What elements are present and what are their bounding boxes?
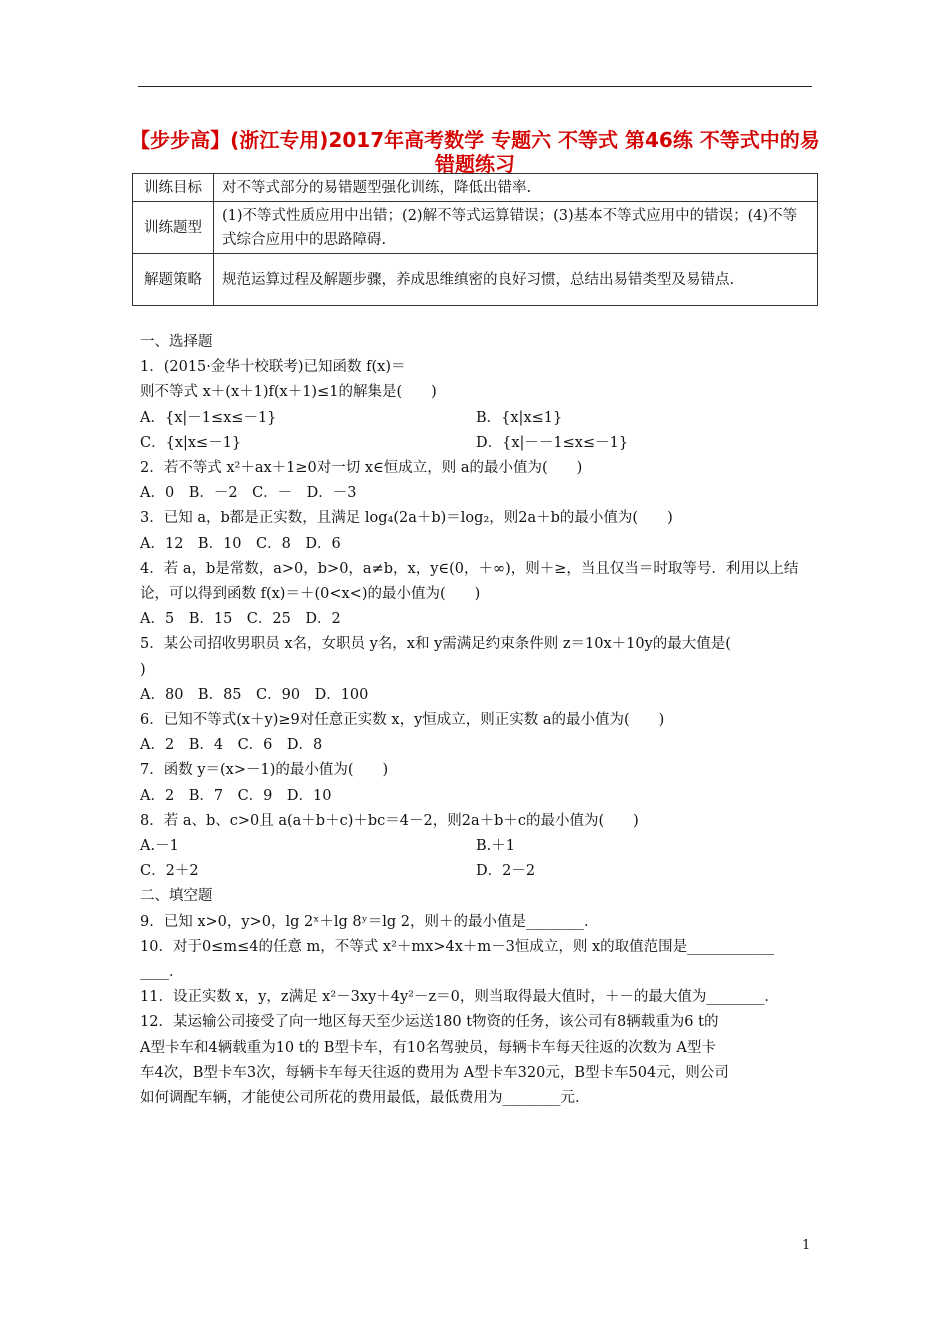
- question-11-stem: 11．设正实数 x，y，z满足 x²－3xy＋4y²－z＝0，则当取得最大值时，＋－的最大值为________．: [140, 989, 779, 1006]
- info-value: (1)不等式性质应用中出错；(2)解不等式运算错误；(3)基本不等式应用中的错误；(4)不等式综合应用中的思路障碍.: [214, 202, 818, 254]
- info-value: 规范运算过程及解题步骤，养成思维缜密的良好习惯，总结出易错类型及易错点.: [214, 254, 818, 306]
- option-c: C．{x|x≤－1}: [140, 434, 242, 451]
- header-rule: [138, 86, 812, 87]
- page-number: 1: [802, 1238, 811, 1253]
- question-12-stem-cont: A型卡车和4辆载重为10 t的 B型卡车，有10名驾驶员，每辆卡车每天往返的次数为 A型卡: [140, 1039, 716, 1056]
- info-value: 对不等式部分的易错题型强化训练，降低出错率.: [214, 174, 818, 202]
- question-1-options-row: [140, 431, 812, 456]
- table-row: [133, 254, 818, 306]
- question-4-stem: 4．若 a，b是常数，a>0，b>0，a≠b，x，y∈(0，＋∞)，则＋≥，当且仅当＝时取等号．利用以上结: [140, 560, 799, 577]
- option-d: D．2－2: [476, 863, 536, 880]
- question-5-options: A．80 B．85 C．90 D．100: [140, 686, 369, 703]
- option-d: D．{x|－－1≤x≤－1}: [476, 434, 629, 451]
- question-5-stem-cont: ): [140, 661, 146, 678]
- section-heading-fill: 二、填空题: [140, 888, 213, 905]
- exercise-body: [140, 330, 812, 1111]
- question-12-stem: 12．某运输公司接受了向一地区每天至少运送180 t物资的任务，该公司有8辆载重为6 t的: [140, 1014, 719, 1031]
- question-1-stem-cont: 则不等式 x＋(x＋1)f(x＋1)≤1的解集是( ): [140, 384, 437, 401]
- question-8-options-row: [140, 859, 812, 884]
- table-row: [133, 202, 818, 254]
- table-row: [133, 174, 818, 202]
- question-8-stem: 8．若 a、b、c>0且 a(a＋b＋c)＋bc＝4－2，则2a＋b＋c的最小值为( ): [140, 812, 639, 829]
- question-10-stem: 10．对于0≤m≤4的任意 m，不等式 x²＋mx>4x＋m－3恒成立，则 x的取值范围是____________: [140, 938, 775, 955]
- option-b: B．{x|x≤1}: [476, 409, 563, 426]
- info-key: 训练题型: [133, 202, 214, 254]
- question-1-options-row: [140, 406, 812, 431]
- question-3-options: A．12 B．10 C．8 D．6: [140, 535, 341, 552]
- question-10-stem-cont: ____．: [140, 964, 184, 981]
- question-7-stem: 7．函数 y＝(x>－1)的最小值为( ): [140, 762, 389, 779]
- question-2-stem: 2．若不等式 x²＋ax＋1≥0对一切 x∈恒成立，则 a的最小值为( ): [140, 460, 583, 477]
- question-4-options: A．5 B．15 C．25 D．2: [140, 611, 341, 628]
- page-title: 【步步高】(浙江专用)2017年高考数学 专题六 不等式 第46练 不等式中的易错题练习: [130, 128, 820, 176]
- section-heading-choice: 一、选择题: [140, 334, 213, 350]
- question-7-options: A．2 B．7 C．9 D．10: [140, 787, 332, 804]
- question-5-stem: 5．某公司招收男职员 x名，女职员 y名，x和 y需满足约束条件则 z＝10x＋10y的最大值是(: [140, 636, 731, 653]
- training-info-table: [132, 173, 818, 306]
- question-12-stem-cont: 车4次，B型卡车3次，每辆卡车每天往返的费用为 A型卡车320元，B型卡车504元，则公司: [140, 1064, 729, 1081]
- question-2-options: A．0 B．－2 C．－ D．－3: [140, 485, 357, 502]
- question-6-options: A．2 B．4 C．6 D．8: [140, 737, 323, 754]
- question-8-options-row: [140, 834, 812, 859]
- question-6-stem: 6．已知不等式(x＋y)≥9对任意正实数 x，y恒成立，则正实数 a的最小值为( ): [140, 712, 665, 729]
- question-9-stem: 9．已知 x>0，y>0，lg 2ˣ＋lg 8ʸ＝lg 2，则＋的最小值是________．: [140, 913, 599, 930]
- option-c: C．2＋2: [140, 863, 199, 880]
- question-3-stem: 3．已知 a，b都是正实数，且满足 log₄(2a＋b)＝log₂，则2a＋b的最小值为( ): [140, 510, 673, 527]
- info-key: 训练目标: [133, 174, 214, 202]
- option-b: B.＋1: [476, 838, 515, 855]
- question-4-stem-cont: 论，可以得到函数 f(x)＝＋(0<x<)的最小值为( ): [140, 586, 481, 603]
- option-a: A．{x|－1≤x≤－1}: [140, 409, 277, 426]
- info-key: 解题策略: [133, 254, 214, 306]
- question-1-stem: 1．(2015·金华十校联考)已知函数 f(x)＝: [140, 359, 406, 376]
- question-12-stem-cont: 如何调配车辆，才能使公司所花的费用最低，最低费用为________元．: [140, 1090, 590, 1107]
- option-a: A.－1: [140, 838, 179, 855]
